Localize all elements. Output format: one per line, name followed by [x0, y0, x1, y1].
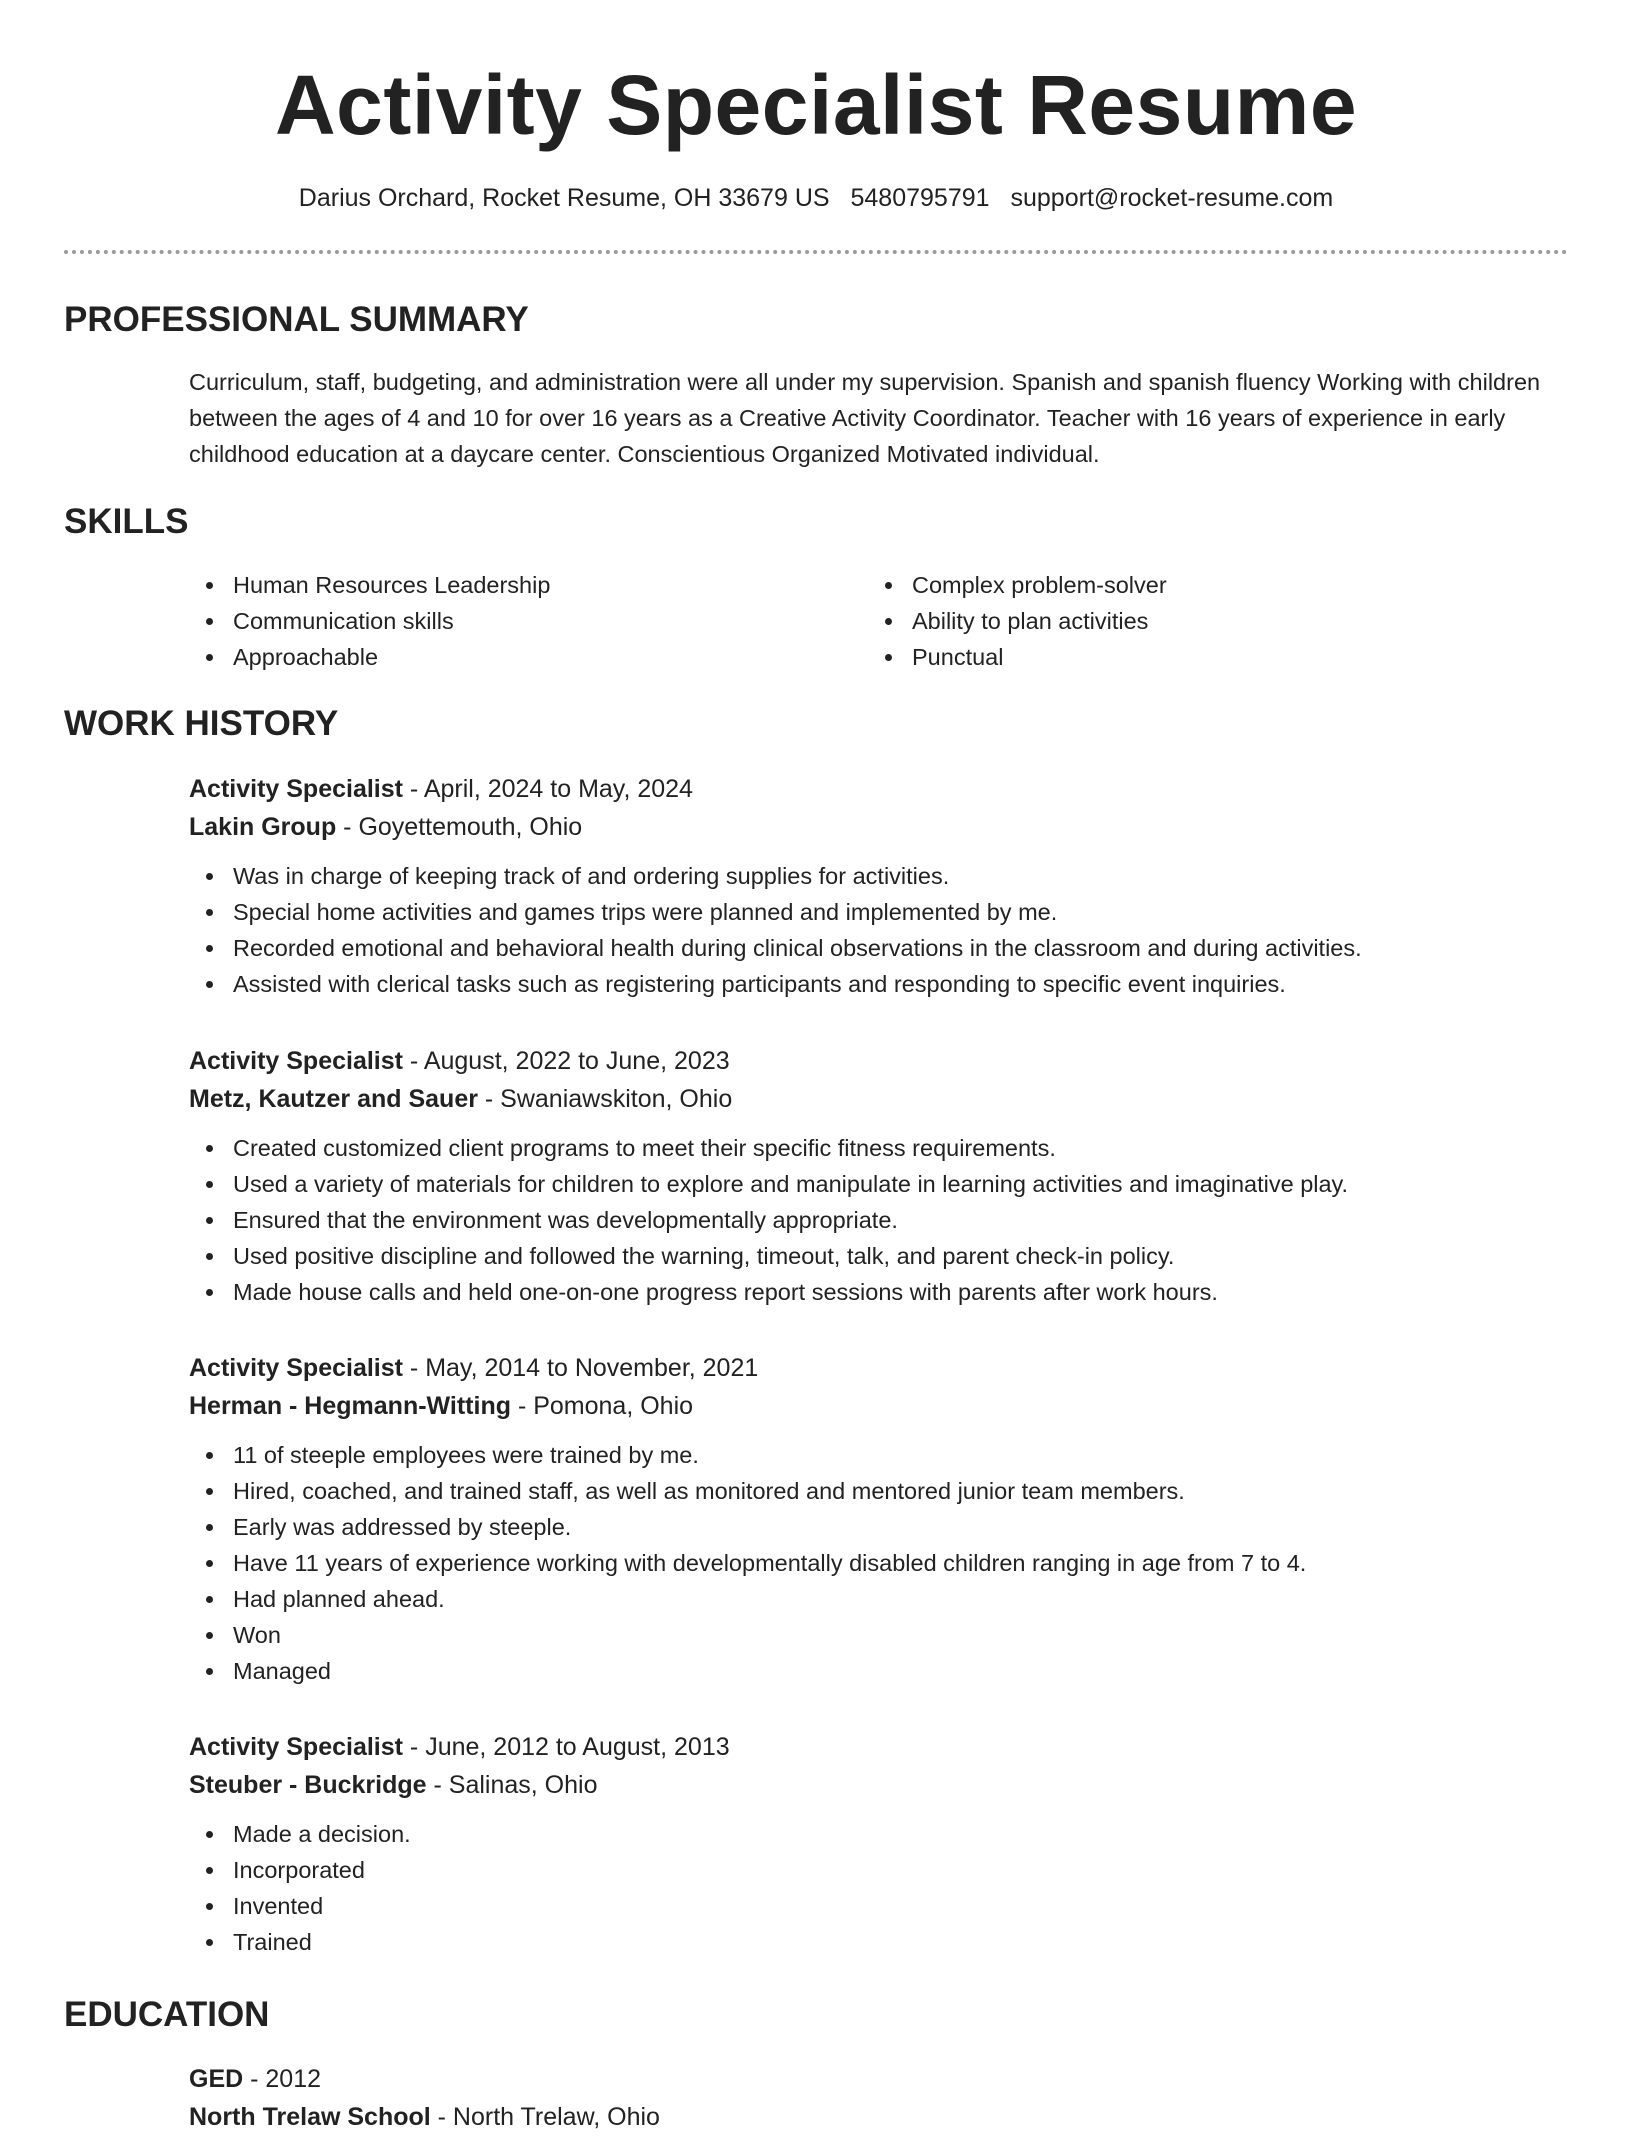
job-location: - Swaniawskiton, Ohio — [477, 1085, 733, 1113]
skills-column-left — [189, 567, 550, 675]
job-duties-list — [189, 858, 1589, 1002]
job-company-line — [189, 1080, 1589, 1118]
job-entry — [189, 1728, 1589, 1960]
job-entry — [189, 1042, 1589, 1310]
job-location: - Pomona, Ohio — [511, 1392, 694, 1420]
job-duty: Won — [189, 1617, 1589, 1653]
skill-item: Complex problem-solver — [868, 567, 1167, 603]
education-heading: EDUCATION — [64, 1995, 270, 2034]
job-dates: - June, 2012 to August, 2013 — [402, 1733, 730, 1761]
job-duty: Made house calls and held one-on-one progress report sessions with parents after work hours. — [189, 1274, 1589, 1310]
skills-list-left — [189, 567, 550, 675]
job-duty: Assisted with clerical tasks such as registering participants and responding to specific event inquiries. — [189, 966, 1589, 1002]
job-duty: Made a decision. — [189, 1816, 1589, 1852]
contact-phone: 5480795791 — [850, 184, 990, 212]
contact-email: support@rocket-resume.com — [1010, 184, 1334, 212]
job-duty: Hired, coached, and trained staff, as well as monitored and mentored junior team members. — [189, 1473, 1589, 1509]
job-dates: - April, 2024 to May, 2024 — [402, 775, 693, 803]
job-title: Activity Specialist — [189, 775, 403, 803]
skill-item: Ability to plan activities — [868, 603, 1167, 639]
job-duty: Have 11 years of experience working with developmentally disabled children ranging in age from 7 to 4. — [189, 1545, 1589, 1581]
job-company: Metz, Kautzer and Sauer — [189, 1085, 478, 1113]
job-company: Herman - Hegmann-Witting — [189, 1392, 511, 1420]
job-company-line — [189, 808, 1589, 846]
job-company: Lakin Group — [189, 813, 337, 841]
contact-address: Darius Orchard, Rocket Resume, OH 33679 US — [298, 184, 830, 212]
skill-item: Human Resources Leadership — [189, 567, 550, 603]
job-company: Steuber - Buckridge — [189, 1771, 427, 1799]
header-divider — [64, 250, 1568, 254]
job-duty: Managed — [189, 1653, 1589, 1689]
job-entry — [189, 770, 1589, 1002]
job-duty: Early was addressed by steeple. — [189, 1509, 1589, 1545]
job-title-line — [189, 1728, 1589, 1766]
job-duty: Ensured that the environment was developmentally appropriate. — [189, 1202, 1589, 1238]
job-entry — [189, 1349, 1589, 1689]
skills-column-right — [868, 567, 1167, 675]
job-title: Activity Specialist — [189, 1733, 403, 1761]
education-degree: GED — [189, 2065, 244, 2093]
job-location: - Salinas, Ohio — [426, 1771, 598, 1799]
summary-text: Curriculum, staff, budgeting, and administration were all under my supervision. Spanish and spanish fluency Working with children between the ages of 4 and 10 for over 16 years as a Creative Activity Coordinator. Teacher with 16 years of experience in early childhood education at a daycare center. Conscientious Organized Motivated individual. — [189, 369, 1541, 467]
skills-list-right — [868, 567, 1167, 675]
job-duty: Created customized client programs to meet their specific fitness requirements. — [189, 1130, 1589, 1166]
summary-heading: PROFESSIONAL SUMMARY — [64, 300, 529, 339]
skills-heading: SKILLS — [64, 502, 189, 541]
page-title: Activity Specialist Resume — [274, 58, 1358, 152]
work-history-heading: WORK HISTORY — [64, 704, 339, 743]
job-duty: Trained — [189, 1924, 1589, 1960]
job-duty: Incorporated — [189, 1852, 1589, 1888]
job-duty: Used positive discipline and followed the warning, timeout, talk, and parent check-in policy. — [189, 1238, 1589, 1274]
job-duty: Used a variety of materials for children to explore and manipulate in learning activities and imaginative play. — [189, 1166, 1589, 1202]
skill-item: Punctual — [868, 639, 1167, 675]
job-dates: - May, 2014 to November, 2021 — [402, 1354, 759, 1382]
skill-item: Communication skills — [189, 603, 550, 639]
job-location: - Goyettemouth, Ohio — [336, 813, 583, 841]
job-title-line — [189, 1042, 1589, 1080]
job-duties-list — [189, 1816, 1589, 1960]
job-duty: 11 of steeple employees were trained by me. — [189, 1437, 1589, 1473]
job-title-line — [189, 1349, 1589, 1387]
job-dates: - August, 2022 to June, 2023 — [402, 1047, 730, 1075]
education-year: - 2012 — [243, 2065, 322, 2093]
education-school-line — [189, 2098, 1589, 2136]
education-entry — [189, 2060, 1589, 2136]
education-school: North Trelaw School — [189, 2103, 431, 2131]
education-location: - North Trelaw, Ohio — [430, 2103, 660, 2131]
contact-line — [0, 180, 1632, 216]
job-duty: Was in charge of keeping track of and ordering supplies for activities. — [189, 858, 1589, 894]
job-company-line — [189, 1387, 1589, 1425]
job-company-line — [189, 1766, 1589, 1804]
education-degree-line — [189, 2060, 1589, 2098]
skill-item: Approachable — [189, 639, 550, 675]
job-duty: Had planned ahead. — [189, 1581, 1589, 1617]
job-duties-list — [189, 1130, 1589, 1310]
job-title-line — [189, 770, 1589, 808]
job-title: Activity Specialist — [189, 1047, 403, 1075]
job-duty: Recorded emotional and behavioral health during clinical observations in the classroom and during activities. — [189, 930, 1589, 966]
job-duty: Invented — [189, 1888, 1589, 1924]
job-duties-list — [189, 1437, 1589, 1689]
job-title: Activity Specialist — [189, 1354, 403, 1382]
job-duty: Special home activities and games trips were planned and implemented by me. — [189, 894, 1589, 930]
